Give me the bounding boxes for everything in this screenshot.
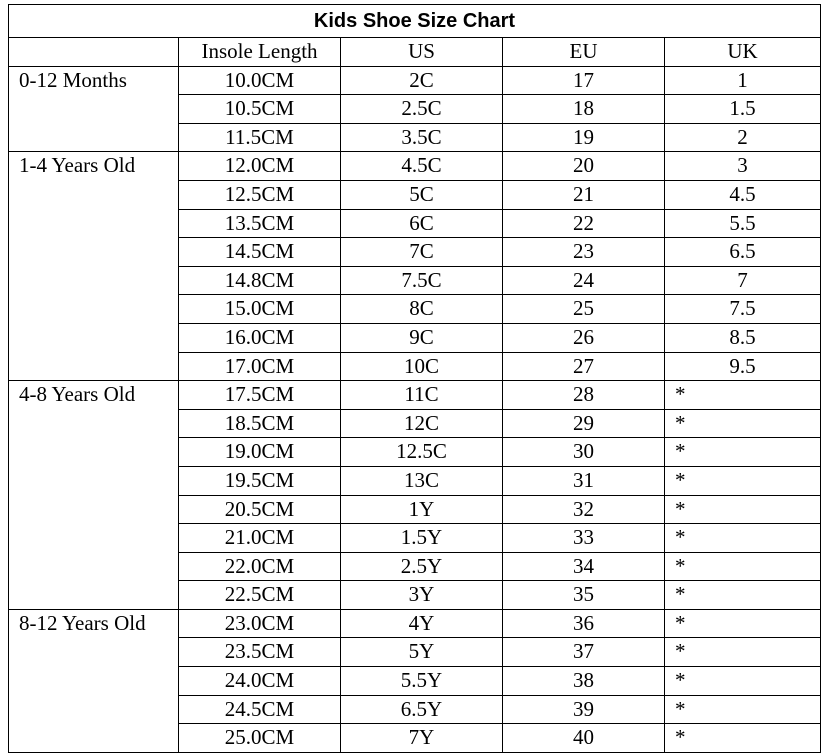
insole-length-cell: 21.0CM — [179, 524, 341, 553]
uk-size-cell: * — [665, 381, 821, 410]
eu-size-cell: 19 — [503, 123, 665, 152]
us-size-cell: 4Y — [341, 609, 503, 638]
insole-length-cell: 25.0CM — [179, 724, 341, 753]
insole-length-cell: 12.0CM — [179, 152, 341, 181]
uk-size-cell: 6.5 — [665, 238, 821, 267]
eu-size-cell: 34 — [503, 552, 665, 581]
us-size-cell: 1Y — [341, 495, 503, 524]
uk-size-cell: * — [665, 466, 821, 495]
uk-size-cell: 7 — [665, 266, 821, 295]
age-group-label: 4-8 Years Old — [9, 381, 179, 610]
header-row — [9, 38, 821, 67]
uk-size-cell: * — [665, 438, 821, 467]
uk-size-cell: 1 — [665, 66, 821, 95]
us-size-cell: 6C — [341, 209, 503, 238]
insole-length-cell: 19.0CM — [179, 438, 341, 467]
uk-size-cell: 5.5 — [665, 209, 821, 238]
us-size-cell: 8C — [341, 295, 503, 324]
us-size-cell: 11C — [341, 381, 503, 410]
us-size-cell: 2.5C — [341, 95, 503, 124]
us-size-cell: 7Y — [341, 724, 503, 753]
insole-length-cell: 11.5CM — [179, 123, 341, 152]
us-size-cell: 9C — [341, 323, 503, 352]
insole-length-cell: 17.5CM — [179, 381, 341, 410]
table-row — [9, 66, 821, 95]
insole-length-cell: 12.5CM — [179, 180, 341, 209]
insole-length-cell: 10.5CM — [179, 95, 341, 124]
uk-size-cell: 9.5 — [665, 352, 821, 381]
age-group-label: 0-12 Months — [9, 66, 179, 152]
uk-size-cell: 2 — [665, 123, 821, 152]
insole-length-cell: 15.0CM — [179, 295, 341, 324]
eu-size-cell: 24 — [503, 266, 665, 295]
eu-size-cell: 17 — [503, 66, 665, 95]
eu-size-cell: 18 — [503, 95, 665, 124]
eu-size-cell: 30 — [503, 438, 665, 467]
uk-size-cell: * — [665, 552, 821, 581]
table-title: Kids Shoe Size Chart — [9, 5, 821, 38]
eu-size-cell: 23 — [503, 238, 665, 267]
table-row — [9, 152, 821, 181]
us-size-cell: 2.5Y — [341, 552, 503, 581]
eu-size-cell: 37 — [503, 638, 665, 667]
eu-size-cell: 33 — [503, 524, 665, 553]
insole-length-cell: 20.5CM — [179, 495, 341, 524]
insole-length-cell: 24.0CM — [179, 667, 341, 696]
eu-size-cell: 28 — [503, 381, 665, 410]
us-size-cell: 5.5Y — [341, 667, 503, 696]
insole-length-cell: 18.5CM — [179, 409, 341, 438]
uk-size-cell: 7.5 — [665, 295, 821, 324]
us-size-cell: 7.5C — [341, 266, 503, 295]
uk-size-cell: * — [665, 409, 821, 438]
table-row — [9, 609, 821, 638]
insole-length-cell: 10.0CM — [179, 66, 341, 95]
insole-length-cell: 23.5CM — [179, 638, 341, 667]
eu-size-cell: 26 — [503, 323, 665, 352]
uk-size-cell: 8.5 — [665, 323, 821, 352]
us-size-cell: 2C — [341, 66, 503, 95]
uk-size-cell: * — [665, 495, 821, 524]
header-uk: UK — [665, 38, 821, 67]
uk-size-cell: * — [665, 581, 821, 610]
uk-size-cell: 1.5 — [665, 95, 821, 124]
us-size-cell: 1.5Y — [341, 524, 503, 553]
insole-length-cell: 14.8CM — [179, 266, 341, 295]
us-size-cell: 7C — [341, 238, 503, 267]
uk-size-cell: * — [665, 724, 821, 753]
insole-length-cell: 14.5CM — [179, 238, 341, 267]
eu-size-cell: 32 — [503, 495, 665, 524]
us-size-cell: 10C — [341, 352, 503, 381]
insole-length-cell: 19.5CM — [179, 466, 341, 495]
eu-size-cell: 40 — [503, 724, 665, 753]
eu-size-cell: 31 — [503, 466, 665, 495]
us-size-cell: 6.5Y — [341, 695, 503, 724]
uk-size-cell: * — [665, 524, 821, 553]
us-size-cell: 12.5C — [341, 438, 503, 467]
uk-size-cell: * — [665, 667, 821, 696]
insole-length-cell: 13.5CM — [179, 209, 341, 238]
eu-size-cell: 27 — [503, 352, 665, 381]
table-row — [9, 381, 821, 410]
size-chart-table — [8, 4, 821, 753]
insole-length-cell: 22.0CM — [179, 552, 341, 581]
eu-size-cell: 39 — [503, 695, 665, 724]
header-eu: EU — [503, 38, 665, 67]
us-size-cell: 13C — [341, 466, 503, 495]
header-group — [9, 38, 179, 67]
us-size-cell: 12C — [341, 409, 503, 438]
uk-size-cell: * — [665, 638, 821, 667]
eu-size-cell: 20 — [503, 152, 665, 181]
insole-length-cell: 23.0CM — [179, 609, 341, 638]
insole-length-cell: 17.0CM — [179, 352, 341, 381]
us-size-cell: 4.5C — [341, 152, 503, 181]
table-body — [9, 66, 821, 752]
title-row — [9, 5, 821, 38]
header-insole-length: Insole Length — [179, 38, 341, 67]
uk-size-cell: 3 — [665, 152, 821, 181]
us-size-cell: 5C — [341, 180, 503, 209]
header-us: US — [341, 38, 503, 67]
us-size-cell: 3.5C — [341, 123, 503, 152]
uk-size-cell: * — [665, 695, 821, 724]
uk-size-cell: 4.5 — [665, 180, 821, 209]
eu-size-cell: 21 — [503, 180, 665, 209]
eu-size-cell: 38 — [503, 667, 665, 696]
insole-length-cell: 16.0CM — [179, 323, 341, 352]
uk-size-cell: * — [665, 609, 821, 638]
us-size-cell: 3Y — [341, 581, 503, 610]
insole-length-cell: 24.5CM — [179, 695, 341, 724]
age-group-label: 1-4 Years Old — [9, 152, 179, 381]
eu-size-cell: 25 — [503, 295, 665, 324]
eu-size-cell: 22 — [503, 209, 665, 238]
insole-length-cell: 22.5CM — [179, 581, 341, 610]
age-group-label: 8-12 Years Old — [9, 609, 179, 752]
eu-size-cell: 29 — [503, 409, 665, 438]
us-size-cell: 5Y — [341, 638, 503, 667]
eu-size-cell: 35 — [503, 581, 665, 610]
eu-size-cell: 36 — [503, 609, 665, 638]
